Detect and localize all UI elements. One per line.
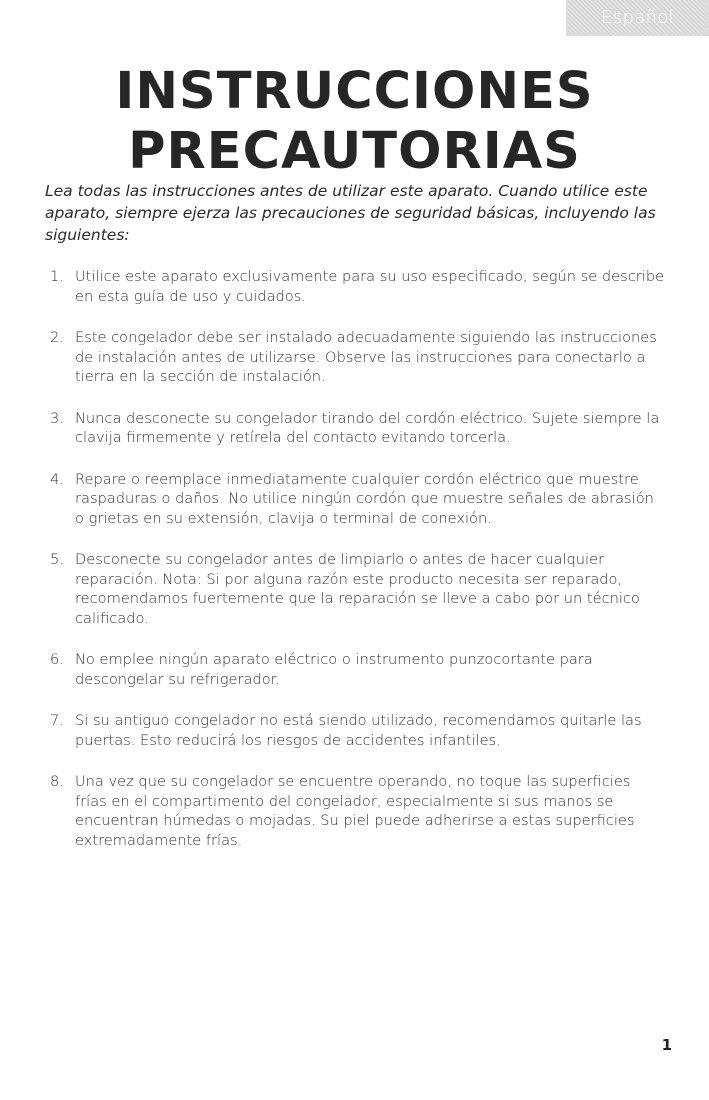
language-tab: Español	[566, 0, 709, 36]
intro-paragraph: Lea todas las instrucciones antes de utilizar este aparato. Cuando utilice este aparato, siempre ejerza las precauciones de seguridad básicas, incluyendo las siguientes:	[45, 182, 656, 244]
page-number: 1	[661, 1036, 672, 1054]
page-title-line-2: PRECAUTORIAS	[128, 122, 581, 181]
item-number: 8.	[50, 773, 64, 790]
item-text: Si su antiguo congelador no está siendo utilizado, recomendamos quitarle las puertas. Esto reducirá los riesgos de accidentes infantiles.	[75, 712, 642, 749]
list-item	[50, 267, 665, 306]
item-text: Una vez que su congelador se encuentre operando, no toque las superficies frías en el compartimento del congelador, especialmente si sus manos se encuentran húmedas o mojadas. Su piel puede adherirse a estas superficies extremadamente frías.	[75, 773, 635, 849]
item-number: 7.	[50, 712, 64, 729]
item-text: Utilice este aparato exclusivamente para su uso especificado, según se describe en esta guía de uso y cuidados.	[75, 268, 665, 305]
page-title-line-1: INSTRUCCIONES	[115, 62, 594, 121]
item-text: Repare o reemplace inmediatamente cualquier cordón eléctrico que muestre raspaduras o daños. No utilice ningún cordón que muestre señales de abrasión o grietas en su extensión, clavija o terminal de conexión.	[75, 470, 654, 527]
item-number: 4.	[50, 470, 64, 488]
list-item	[50, 328, 665, 387]
item-number: 1.	[50, 268, 64, 285]
list-item	[50, 650, 665, 689]
list-item	[50, 470, 665, 529]
list-item	[50, 772, 665, 850]
item-number: 2.	[50, 329, 64, 346]
item-text: Nunca desconecte su congelador tirando del cordón eléctrico. Sujete siempre la clavija firmemente y retírela del contacto evitando torcerla.	[75, 409, 660, 446]
page-title	[0, 62, 709, 182]
item-text: Desconecte su congelador antes de limpiarlo o antes de hacer cualquier reparación. Nota: Si por alguna razón este producto necesita ser reparado, recomendamos fuertemente que la reparación se lleve a cabo por un técnico calificado.	[75, 551, 640, 627]
list-item	[50, 550, 665, 628]
list-item	[50, 711, 665, 750]
item-number: 6.	[50, 651, 64, 668]
item-number: 3.	[50, 409, 64, 427]
item-text: No emplee ningún aparato eléctrico o instrumento punzocortante para descongelar su refrigerador.	[75, 651, 593, 688]
precautions-list	[50, 267, 665, 872]
item-number: 5.	[50, 551, 64, 568]
list-item	[50, 409, 665, 448]
item-text: Este congelador debe ser instalado adecuadamente siguiendo las instrucciones de instalación antes de utilizarse. Observe las instrucciones para conectarlo a tierra en la sección de instalación.	[75, 329, 657, 385]
